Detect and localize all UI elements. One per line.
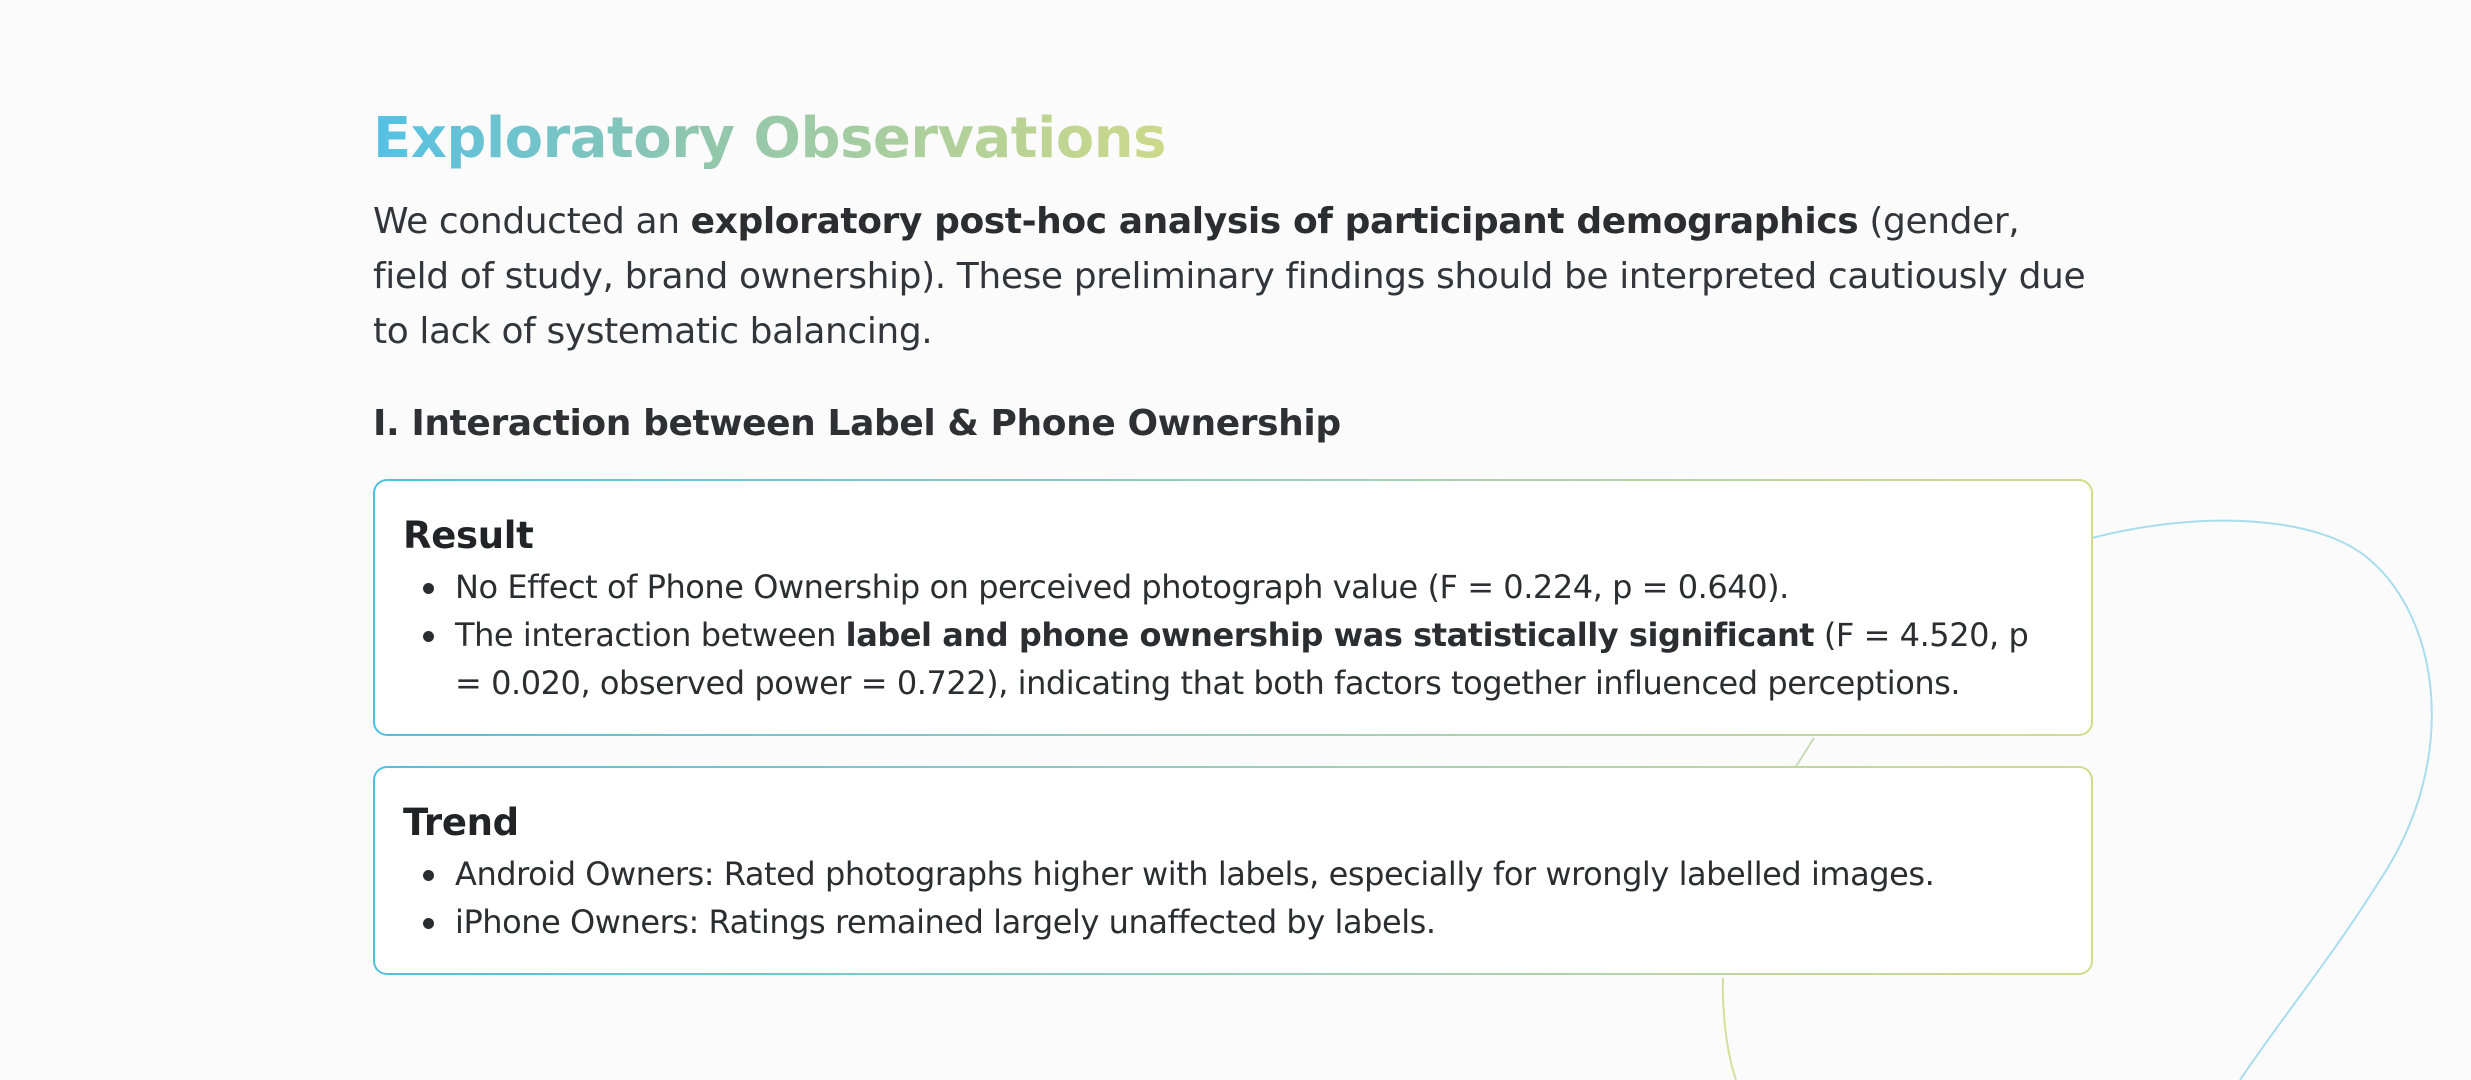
trend-title: Trend [403,801,519,844]
result-card [373,479,2093,736]
bullet-icon [423,583,434,594]
list-item [403,898,2063,946]
result-item-2-bold: label and phone ownership was statistically significant [845,616,1815,654]
trend-list [403,850,2063,946]
intro-text-start: We conducted an [373,201,691,242]
page-title: Exploratory Observations [373,96,1166,182]
list-item [403,611,2063,707]
intro-text-bold: exploratory post-hoc analysis of participant demographics [690,201,1859,242]
section-heading: I. Interaction between Label & Phone Ownership [373,403,1341,444]
trend-card [373,766,2093,975]
content-area [373,96,2093,975]
list-item [403,850,2063,898]
result-item-1-text: No Effect of Phone Ownership on perceived photograph value (F = 0.224, p = 0.640). [455,568,1789,606]
trend-item-2-text: iPhone Owners: Ratings remained largely unaffected by labels. [455,903,1436,941]
bullet-icon [423,631,434,642]
result-title: Result [403,514,534,557]
intro-paragraph [373,194,2093,359]
bullet-icon [423,918,434,929]
list-item [403,563,2063,611]
decorative-arc-right [2092,521,2432,1080]
result-item-2-end: (F = 4.520, p = 0.020, observed power = 0.722), indicating that both factors together influenced perceptions. [455,616,2029,702]
intro-text-end: (gender, field of study, brand ownership). These preliminary findings should be interpreted cautiously due to lack of systematic balancing. [373,201,2086,352]
result-item-2-start: The interaction between [455,616,846,654]
bullet-icon [423,870,434,881]
decorative-arc-bottom [1723,978,1736,1080]
result-list [403,563,2063,707]
trend-item-1-text: Android Owners: Rated photographs higher with labels, especially for wrongly labelled images. [455,855,1935,893]
